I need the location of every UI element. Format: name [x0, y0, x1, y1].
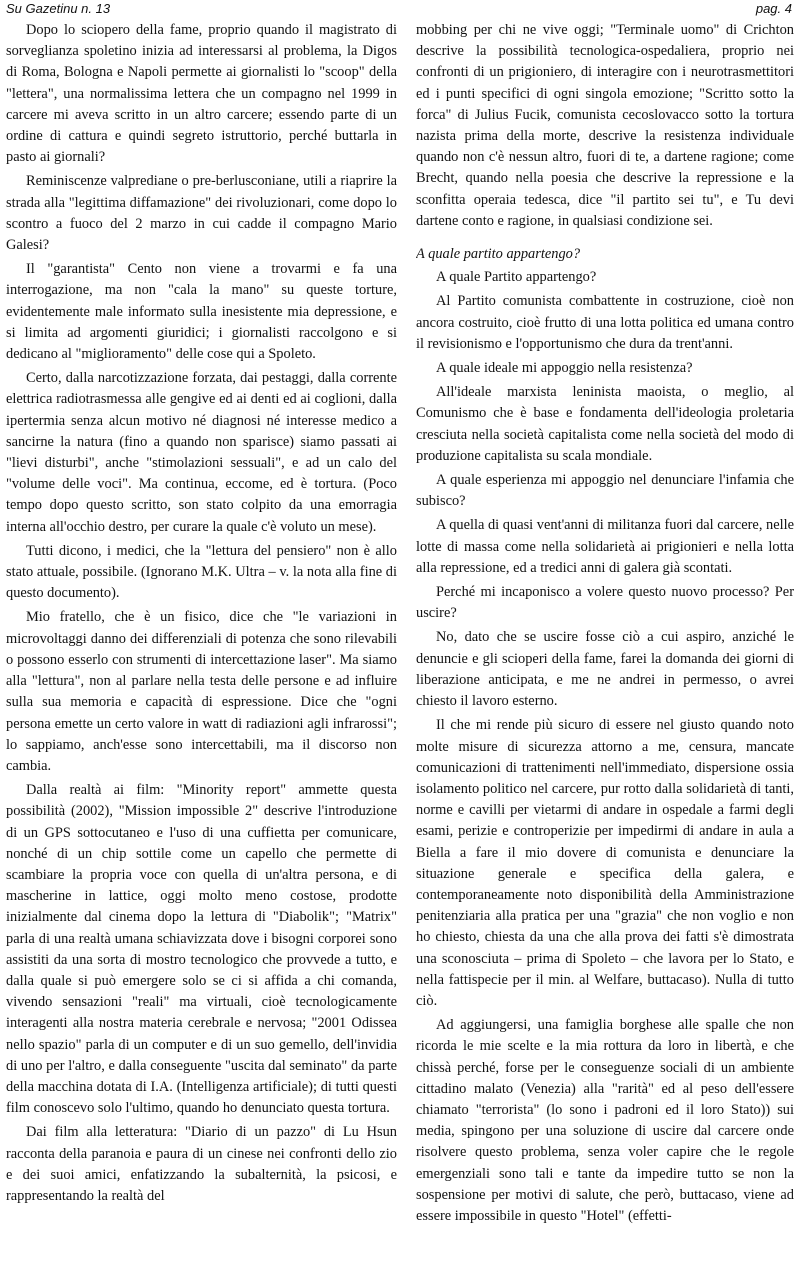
paragraph: Reminiscenze valprediane o pre-berlusconiane, utili a riaprire la strada alla "legittima diffamazione" dei rivoluzionari, come dopo lo scontro a fuoco del 2 marzo in cui cadde il compagno Mario Galesi? — [6, 173, 397, 254]
publication-title: Su Gazetinu n. 13 — [6, 1, 111, 16]
paragraph: Perché mi incaponisco a volere questo nuovo processo? Per uscire? — [416, 584, 794, 622]
paragraph: Mio fratello, che è un fisico, dice che "le variazioni in microvoltaggi danno dei differenziali di potenza che sono rilevabili o possono esserlo con strumenti di intercettazione laser". Ma siamo alla "lettura", non al parlare nella testa delle persone e ad influire sulla sua memoria e capacità di espressione. Dice che "ogni persona emette un certo valore in watt di radiazioni agli infrarossi"; lo sappiamo, anch'esse sono intercettabili, ma il discorso non cambia. — [6, 609, 397, 774]
paragraph: Dai film alla letteratura: "Diario di un pazzo" di Lu Hsun racconta della paranoia e paura di un cinese nei confronti dello zio e dei suoi amici, enfatizzando la subalternità, la psicosi, e rappresentando la realtà del — [6, 1124, 397, 1204]
paragraph: Ad aggiungersi, una famiglia borghese alle spalle che non ricorda le mie scelte e la mia rottura da loro in libertà, e che chissà perché, forse per le conseguenze sociali di un ambiente cittadino malato (Venezia) alla "rarità" ed al peso dell'essere chiamato "terrorista" (lo sono i padroni ed il loro Stato)) sui media, spingono per una soluzione di uscire dal carcere onde risolvere questo problema, senza voler capire che le regole emergenziali sono tali e tante da impedire tutto se non la sospensione per motivi di salute, che però, buttacaso, viene ad essere impossibile in questo "Hotel" (effetti- — [416, 1017, 794, 1224]
paragraph: A quella di quasi vent'anni di militanza fuori dal carcere, nelle lotte di massa come nella solidarietà ai prigionieri e nella lotta alla repressione, ed a tredici anni di galera già scontati. — [416, 517, 794, 576]
paragraph-continuation: mobbing per chi ne vive oggi; "Terminale uomo" di Crichton descrive la possibilità tecnologica-ospedaliera, proprio nei confronti di un prigioniero, di interagire con i neurotrasmettitori ed i punti specifici di ogni singola emozione; "Scritto sotto la forca" di Julius Fucik, comunista cecoslovacco sotto la tortura nazista prima della morte, descrive la resistenza individuale quando non c'è nessun altro, fuori di te, a dartene ragione; come Brecht, quando nella poesia che descrive la repressione e la sconfitta operaia tedesca, dice "il partito sei tu", e Tu devi dartene conto e ragione, in qualsiasi condizione sei. — [416, 22, 794, 229]
page-header — [0, 0, 800, 20]
paragraph: A quale ideale mi appoggio nella resistenza? — [436, 360, 693, 377]
paragraph: All'ideale marxista leninista maoista, o meglio, al Comunismo che è base e fondamenta dell'ideologia proletaria cresciuta nella società capitalista come nella società del modo di produzione capitalista su scala mondiale. — [416, 384, 794, 464]
right-column — [416, 20, 794, 1264]
paragraph: Certo, dalla narcotizzazione forzata, dai pestaggi, dalla corrente elettrica radiotrasmessa alle gengive ed ai denti ed ai coglioni, dalla ipertermia senza alcun motivo né diagnosi né interesse medico a sancirne la natura (fino a quando non sparisce) siamo passati ai "lievi disturbi", anche "stimolazioni sessuali", e ad un calo del "volume delle voci". Ma continua, eccome, ed è tortura. (Poco tempo dopo questo scritto, son stato colpito da una emorragia interna all'occhio destro, per curare la quale c'è voluto un mese). — [6, 370, 397, 535]
paragraph: Dopo lo sciopero della fame, proprio quando il magistrato di sorveglianza spoletino inizia ad interessarsi al problema, la Digos di Roma, Bologna e Napoli permette ai giornalisti lo "scoop" della "lettera", una normalissima lettera che un compagno nel 1999 in carcere mi aveva scritto in un altro carcere; essendo parte di un ordine di cattura e quindi segreto istruttorio, perché buttarla in pasto ai giornali? — [6, 22, 397, 166]
paragraph: Dalla realtà ai film: "Minority report" ammette questa possibilità (2002), "Mission impossible 2" descrive l'introduzione di un GPS sottocutaneo e l'uso di una cuffietta per comunicare, nonché di un chip sottile come un capello che permette di scambiare la propria voce con quella di un'altra persona, e di mascherine in lattice, oggi molto meno costose, prodotte inizialmente dal cinema dopo la lettura di "Diabolik"; "Matrix" parla di una realtà umana schiavizzata dove i bisogni corporei sono assistiti da una sorta di mostro tecnologico che provvede a tutto, e dalla quale si può emergere solo se ci si affida a chi comanda, vivendo sensazioni "reali" ma virtuali, cioè tecnologicamente interagenti alla nostra materia cerebrale e nervosa; "2001 Odissea nello spazio" parla di un computer e di un suo gemello, dell'invidia di uno per l'altro, e dalla conseguente "uscita dal seminato" da parte della macchina dotata di I.A. (Intelligenza artificiale); di tutti questi film conoscevo solo l'ultimo, quando ho denunciato questa tortura. — [6, 782, 397, 1117]
paragraph: Il "garantista" Cento non viene a trovarmi e fa una interrogazione, ma non "cala la mano" su queste torture, evidentemente male informato sulla inesistente mia depressione, e si limita ad argomenti giuridici; i giornalisti raccolgono e si dedicano al "miglioramento" delle cose qui a Spoleto. — [6, 261, 397, 363]
paragraph: Al Partito comunista combattente in costruzione, cioè non ancora costruito, cioè frutto di una lotta politica ed umana contro il revisionismo e l'opportunismo che dura da trent'anni. — [416, 293, 794, 352]
section-heading: A quale partito appartengo? — [416, 246, 581, 263]
paragraph: Il che mi rende più sicuro di essere nel giusto quando noto molte misure di sicurezza attorno a me, censura, mancate comunicazioni di trattenimenti nell'immediato, dispersione ossia isolamento politico nel carcere, pur rotto dalla solidarietà di tanti, norme e cavilli per vietarmi di andare in ospedale a farmi degli esami, perizie e controperizie per impedirmi di andare in aula a Biella a fare il mio dovere di comunista e denunciare la situazione generale e specifica della galera, e contemporaneamente noto disponibilità della Amministrazione penitenziaria alla pratica per una "grazia" che non voglio e non ho chiesto, chiesta da una che alla prova dei fatti s'è dimostrata una sconosciuta – prima di Spoleto – che lavora per lo Stato, e nella fattispecie per il min. al Welfare, buttacaso). Nulla di tutto ciò. — [416, 717, 794, 1009]
page-number: pag. 4 — [755, 1, 792, 16]
paragraph: A quale esperienza mi appoggio nel denunciare l'infamia che subisco? — [416, 472, 794, 510]
paragraph: A quale Partito appartengo? — [436, 269, 597, 286]
paragraph: Tutti dicono, i medici, che la "lettura del pensiero" non è allo stato attuale, possibile. (Ignorano M.K. Ultra – v. la nota alla fine di questo documento). — [6, 542, 397, 602]
left-column — [6, 20, 397, 1264]
paragraph: No, dato che se uscire fosse ciò a cui aspiro, anziché le denuncie e gli scioperi della fame, farei la domanda dei giorni di liberazione anticipata, e me ne andrei in permesso, o avrei chiesto il lavoro esterno. — [416, 629, 794, 710]
